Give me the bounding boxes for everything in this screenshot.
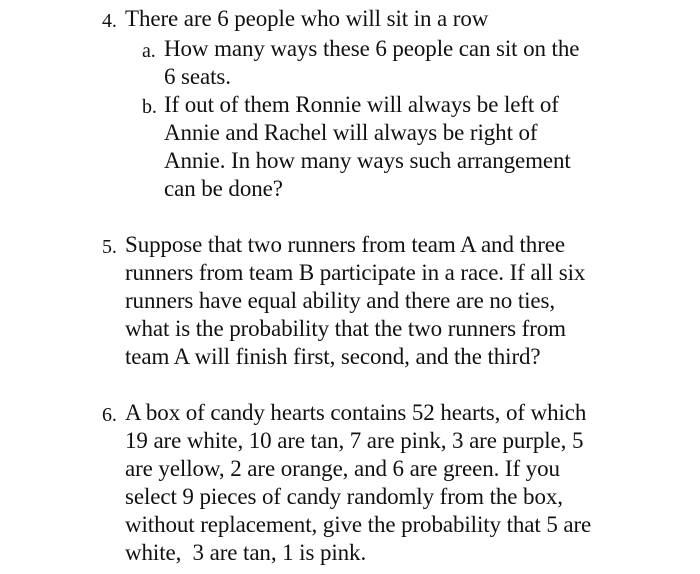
question-text-line: runners have equal ability and there are no ties, bbox=[125, 288, 556, 313]
question-text-line: Suppose that two runners from team A and three bbox=[125, 232, 565, 257]
question-text-line: runners from team B participate in a race. If all six bbox=[125, 260, 586, 285]
subpart-text-line: If out of them Ronnie will always be left of bbox=[164, 92, 559, 117]
question-text-line: There are 6 people who will sit in a row bbox=[125, 6, 489, 31]
subpart-text-line: Annie. In how many ways such arrangement bbox=[164, 148, 571, 173]
subpart-text-line: Annie and Rachel will always be right of bbox=[164, 120, 538, 145]
question-text-line: what is the probability that the two runners from bbox=[125, 316, 566, 341]
question-text-line: are yellow, 2 are orange, and 6 are green. If you bbox=[125, 456, 560, 481]
subpart-letter: a. bbox=[142, 40, 156, 62]
subpart-text-line: can be done? bbox=[164, 176, 283, 201]
subpart-letter: b. bbox=[142, 96, 157, 118]
question-number: 4. bbox=[102, 10, 117, 32]
question-text-line: team A will finish first, second, and the third? bbox=[125, 344, 541, 369]
question-number: 6. bbox=[102, 404, 117, 426]
question-text-line: select 9 pieces of candy randomly from the box, bbox=[125, 484, 563, 509]
question-text-line: 19 are white, 10 are tan, 7 are pink, 3 are purple, 5 bbox=[125, 428, 584, 453]
question-text-line: white, 3 are tan, 1 is pink. bbox=[125, 540, 367, 565]
question-number: 5. bbox=[102, 236, 117, 258]
question-text-line: A box of candy hearts contains 52 hearts, of which bbox=[125, 400, 587, 425]
subpart-text-line: 6 seats. bbox=[164, 64, 231, 89]
subpart-text-line: How many ways these 6 people can sit on the bbox=[164, 36, 580, 61]
question-text-line: without replacement, give the probability that 5 are bbox=[125, 512, 592, 537]
